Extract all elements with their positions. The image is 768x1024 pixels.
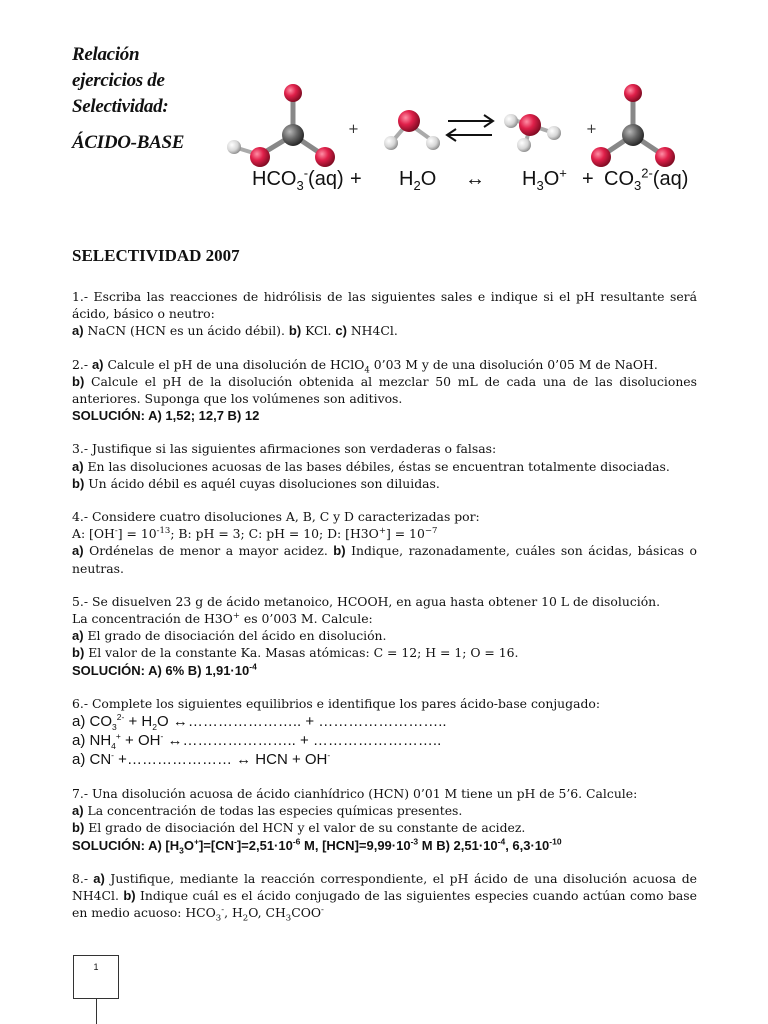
bicarbonate-molecule — [227, 84, 335, 167]
reaction-equation — [252, 165, 702, 198]
hydronium-molecule — [504, 114, 561, 152]
eq-product-h3o: $H_3O^+$ — [522, 165, 567, 193]
eq-product-co3: $CO_3^{2-}(aq)$ — [604, 165, 689, 193]
question-2-solution: SOLUCIÓN: A) 1,52; 12,7 B) 12 — [72, 408, 260, 424]
question-8 — [72, 870, 697, 922]
page-footer-line — [96, 998, 97, 1024]
question-7 — [72, 785, 697, 854]
molecule-plus-2: + — [586, 122, 597, 137]
water-molecule — [384, 110, 440, 150]
question-7-part-b: b) El grado de disociación del HCN y el valor de su constante de acidez. — [72, 820, 526, 836]
question-5-line2: La concentración de H3O+ es 0’003 M. Calcule: — [72, 610, 373, 627]
question-5-text: 5.- Se disuelven 23 g de ácido metanoico, HCOOH, en agua hasta obtener 10 L de disolución. — [72, 593, 661, 609]
question-7-part-a: a) La concentración de todas las especies químicas presentes. — [72, 803, 463, 819]
page-number-box — [73, 955, 119, 999]
title-line-4: ÁCIDO-BASE — [72, 132, 185, 153]
question-4-parts: a) Ordénelas de menor a mayor acidez. b) Indique, razonadamente, cuáles son ácidas, básicas o neutras. — [72, 543, 697, 576]
eq-plus-2: + — [582, 168, 594, 190]
question-2 — [72, 356, 697, 425]
question-1 — [72, 288, 697, 340]
question-3-part-a: a) En las disoluciones acuosas de las bases débiles, éstas se encuentran totalmente disociadas. — [72, 458, 670, 474]
title-line-1: Relación — [72, 44, 140, 65]
question-2-part-b: b) Calcule el pH de la disolución obtenida al mezclar 50 mL de cada una de las disoluciones anteriores. Suponga que los volúmenes son aditivos. — [72, 373, 697, 407]
question-5-part-a: a) El grado de disociación del ácido en disolución. — [72, 628, 387, 644]
eq-arrow: ↔ — [465, 168, 485, 190]
question-6-equilibrium-2: a) $NH_4^+ + OH^-$ ↔………………….. + …………………….. — [72, 731, 442, 752]
eq-reactant-hco3: $HCO_3^-(aq)$ — [252, 165, 344, 193]
molecule-plus-1: + — [348, 122, 359, 137]
equilibrium-arrows-icon — [447, 115, 493, 141]
question-4 — [72, 508, 697, 577]
eq-water: $H_2O$ — [399, 168, 437, 193]
question-6-equilibrium-1: a) $CO_3^{2-} + H_2O$ ↔………………….. + …………………….. — [72, 712, 447, 733]
question-4-text: 4.- Considere cuatro disoluciones A, B, C y D caracterizadas por: — [72, 509, 480, 525]
question-1-parts: a) NaCN (HCN es un ácido débil). b) KCl. c) NH4Cl. — [72, 323, 398, 339]
question-5-solution: SOLUCIÓN: A) 6% B) $1,91\cdot 10^{-4}$ — [72, 661, 257, 678]
question-5-part-b: b) El valor de la constante Ka. Masas atómicas: C = 12; H = 1; O = 16. — [72, 645, 519, 661]
question-2-part-a: 2.- a) Calcule el pH de una disolución de HClO$_4$ 0’03 M y de una disolución 0’05 M de NaOH. — [72, 356, 658, 376]
question-8-text: 8.- a) Justifique, mediante la reacción correspondiente, el pH ácido de una disolución acuosa de NH4Cl. b) Indique cuál es el ácido conjugado de las siguientes especies cuando actúan como base en medio acuoso: $HCO_3^-$, $H_2O$, $CH_3COO^-$ — [72, 870, 697, 924]
question-6-equilibrium-3: a) CN- +………………… ↔ HCN + OH- — [72, 750, 331, 769]
title-line-3: Selectividad: — [72, 96, 169, 117]
question-6-text: 6.- Complete los siguientes equilibrios e identifique los pares ácido-base conjugado: — [72, 695, 601, 711]
question-1-text: 1.- Escriba las reacciones de hidrólisis de las siguientes sales e indique si el pH resultante será ácido, básico o neutro: — [72, 289, 697, 322]
question-5 — [72, 593, 697, 679]
carbonate-molecule — [591, 84, 675, 167]
section-title: SELECTIVIDAD 2007 — [72, 246, 240, 265]
question-3-part-b: b) Un ácido débil es aquél cuyas disoluciones son diluidas. — [72, 475, 440, 491]
question-4-conditions: A: $[OH^-] = 10^{-13}$; B: pH = 3; C: pH = 10; D: $[H3O^+] = 10^{-7}$ — [72, 526, 438, 542]
question-6 — [72, 695, 697, 769]
eq-plus-1: + — [350, 168, 362, 190]
question-7-text: 7.- Una disolución acuosa de ácido cianhídrico (HCN) 0’01 M tiene un pH de 5’6. Calcule: — [72, 786, 638, 802]
question-3-text: 3.- Justifique si las siguientes afirmaciones son verdaderas o falsas: — [72, 441, 497, 457]
question-3 — [72, 440, 697, 492]
page-number: 1 — [93, 962, 99, 972]
questions-list — [72, 288, 697, 937]
document-title — [72, 42, 222, 156]
title-line-2: ejercicios de — [72, 70, 165, 91]
question-7-solution: SOLUCIÓN: A) $[H_3O^+]=[CN^-]=2,51\cdot 10^{-6}$ M, $[HCN]=9,99\cdot 10^{-3}$ M B) $2,51\cdot 10^{-4}$, $6,3\cdot 10^{-10}$ — [72, 836, 562, 856]
